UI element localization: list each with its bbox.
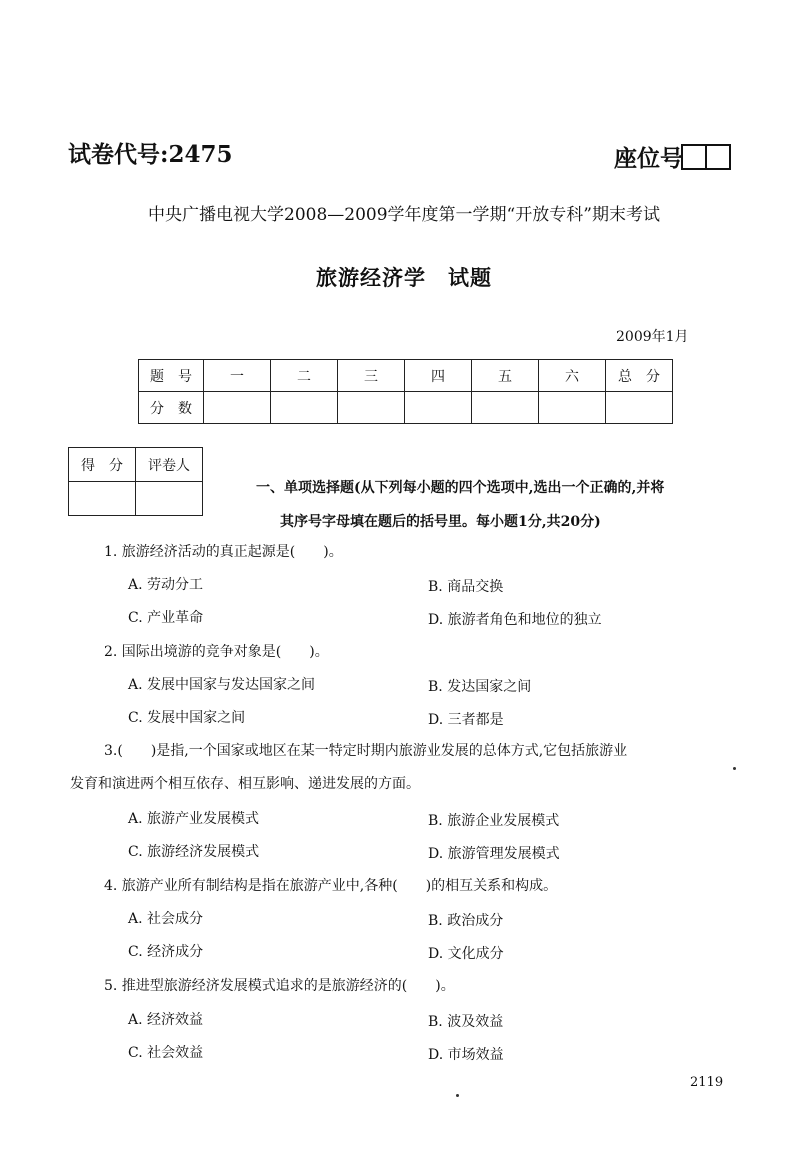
question-2-option-a: A. 发展中国家与发达国家之间 bbox=[128, 677, 316, 693]
question-1-option-d: D. 旅游者角色和地位的独立 bbox=[428, 612, 602, 628]
question-3-option-c: C. 旅游经济发展模式 bbox=[128, 844, 260, 860]
question-5-option-c: C. 社会效益 bbox=[128, 1045, 204, 1061]
grader-score-cell[interactable] bbox=[69, 482, 136, 516]
question-5-stem: 5. 推进型旅游经济发展模式追求的是旅游经济的( )。 bbox=[104, 978, 455, 994]
score-header-cell: 题 号 bbox=[139, 360, 204, 392]
section-title-cont: 其序号字母填在题后的括号里。每小题1分,共20分) bbox=[280, 514, 601, 530]
question-4-option-c: C. 经济成分 bbox=[128, 944, 204, 960]
score-table bbox=[138, 359, 673, 424]
score-cell[interactable] bbox=[204, 392, 271, 424]
exam-date: 2009年1月 bbox=[616, 329, 689, 345]
score-cell[interactable] bbox=[606, 392, 673, 424]
question-3-option-b: B. 旅游企业发展模式 bbox=[428, 813, 560, 829]
question-2-option-c: C. 发展中国家之间 bbox=[128, 710, 246, 726]
paper-code: 试卷代号:2475 bbox=[68, 141, 233, 168]
university-line: 中央广播电视大学2008—2009学年度第一学期“开放专科”期末考试 bbox=[148, 205, 660, 225]
score-cell[interactable] bbox=[539, 392, 606, 424]
question-3-option-a: A. 旅游产业发展模式 bbox=[128, 811, 260, 827]
score-header-cell: 五 bbox=[472, 360, 539, 392]
question-2-option-b: B. 发达国家之间 bbox=[428, 679, 532, 695]
question-2-stem: 2. 国际出境游的竞争对象是( )。 bbox=[104, 644, 329, 660]
grader-name-header: 评卷人 bbox=[136, 448, 203, 482]
section-title: 一、单项选择题(从下列每小题的四个选项中,选出一个正确的,并将 bbox=[256, 480, 665, 496]
score-header-cell: 四 bbox=[405, 360, 472, 392]
score-cell[interactable] bbox=[405, 392, 472, 424]
question-3-stem-cont: 发育和演进两个相互依存、相互影响、递进发展的方面。 bbox=[70, 776, 420, 792]
seat-box-2[interactable] bbox=[705, 144, 731, 170]
exam-title: 旅游经济学 试题 bbox=[316, 265, 492, 290]
question-1-stem: 1. 旅游经济活动的真正起源是( )。 bbox=[104, 544, 343, 560]
question-1-option-a: A. 劳动分工 bbox=[128, 577, 204, 593]
question-3-option-d: D. 旅游管理发展模式 bbox=[428, 846, 560, 862]
grader-name-cell[interactable] bbox=[136, 482, 203, 516]
score-cell[interactable] bbox=[338, 392, 405, 424]
question-5-option-a: A. 经济效益 bbox=[128, 1012, 204, 1028]
question-3-stem: 3.( )是指,一个国家或地区在某一特定时期内旅游业发展的总体方式,它包括旅游业 bbox=[104, 743, 628, 759]
question-2-option-d: D. 三者都是 bbox=[428, 712, 504, 728]
scan-speck bbox=[456, 1094, 459, 1097]
grader-score-header: 得 分 bbox=[69, 448, 136, 482]
score-header-cell: 一 bbox=[204, 360, 271, 392]
score-header-cell: 六 bbox=[539, 360, 606, 392]
question-4-stem: 4. 旅游产业所有制结构是指在旅游产业中,各种( )的相互关系和构成。 bbox=[104, 878, 558, 894]
page-number: 2119 bbox=[690, 1075, 724, 1090]
question-1-option-c: C. 产业革命 bbox=[128, 610, 204, 626]
grader-table bbox=[68, 447, 203, 516]
question-1-option-b: B. 商品交换 bbox=[428, 579, 504, 595]
score-table-value-row bbox=[139, 392, 673, 424]
seat-box-1[interactable] bbox=[681, 144, 707, 170]
score-cell[interactable] bbox=[271, 392, 338, 424]
seat-number bbox=[614, 140, 731, 173]
question-4-option-d: D. 文化成分 bbox=[428, 946, 504, 962]
scan-speck bbox=[733, 767, 736, 770]
question-4-option-a: A. 社会成分 bbox=[128, 911, 204, 927]
score-header-cell: 总 分 bbox=[606, 360, 673, 392]
score-cell[interactable] bbox=[472, 392, 539, 424]
question-5-option-d: D. 市场效益 bbox=[428, 1047, 504, 1063]
question-4-option-b: B. 政治成分 bbox=[428, 913, 504, 929]
question-5-option-b: B. 波及效益 bbox=[428, 1014, 504, 1030]
score-row-label: 分 数 bbox=[139, 392, 204, 424]
score-table-header-row bbox=[139, 360, 673, 392]
score-header-cell: 三 bbox=[338, 360, 405, 392]
seat-label: 座位号 bbox=[614, 145, 683, 172]
score-header-cell: 二 bbox=[271, 360, 338, 392]
